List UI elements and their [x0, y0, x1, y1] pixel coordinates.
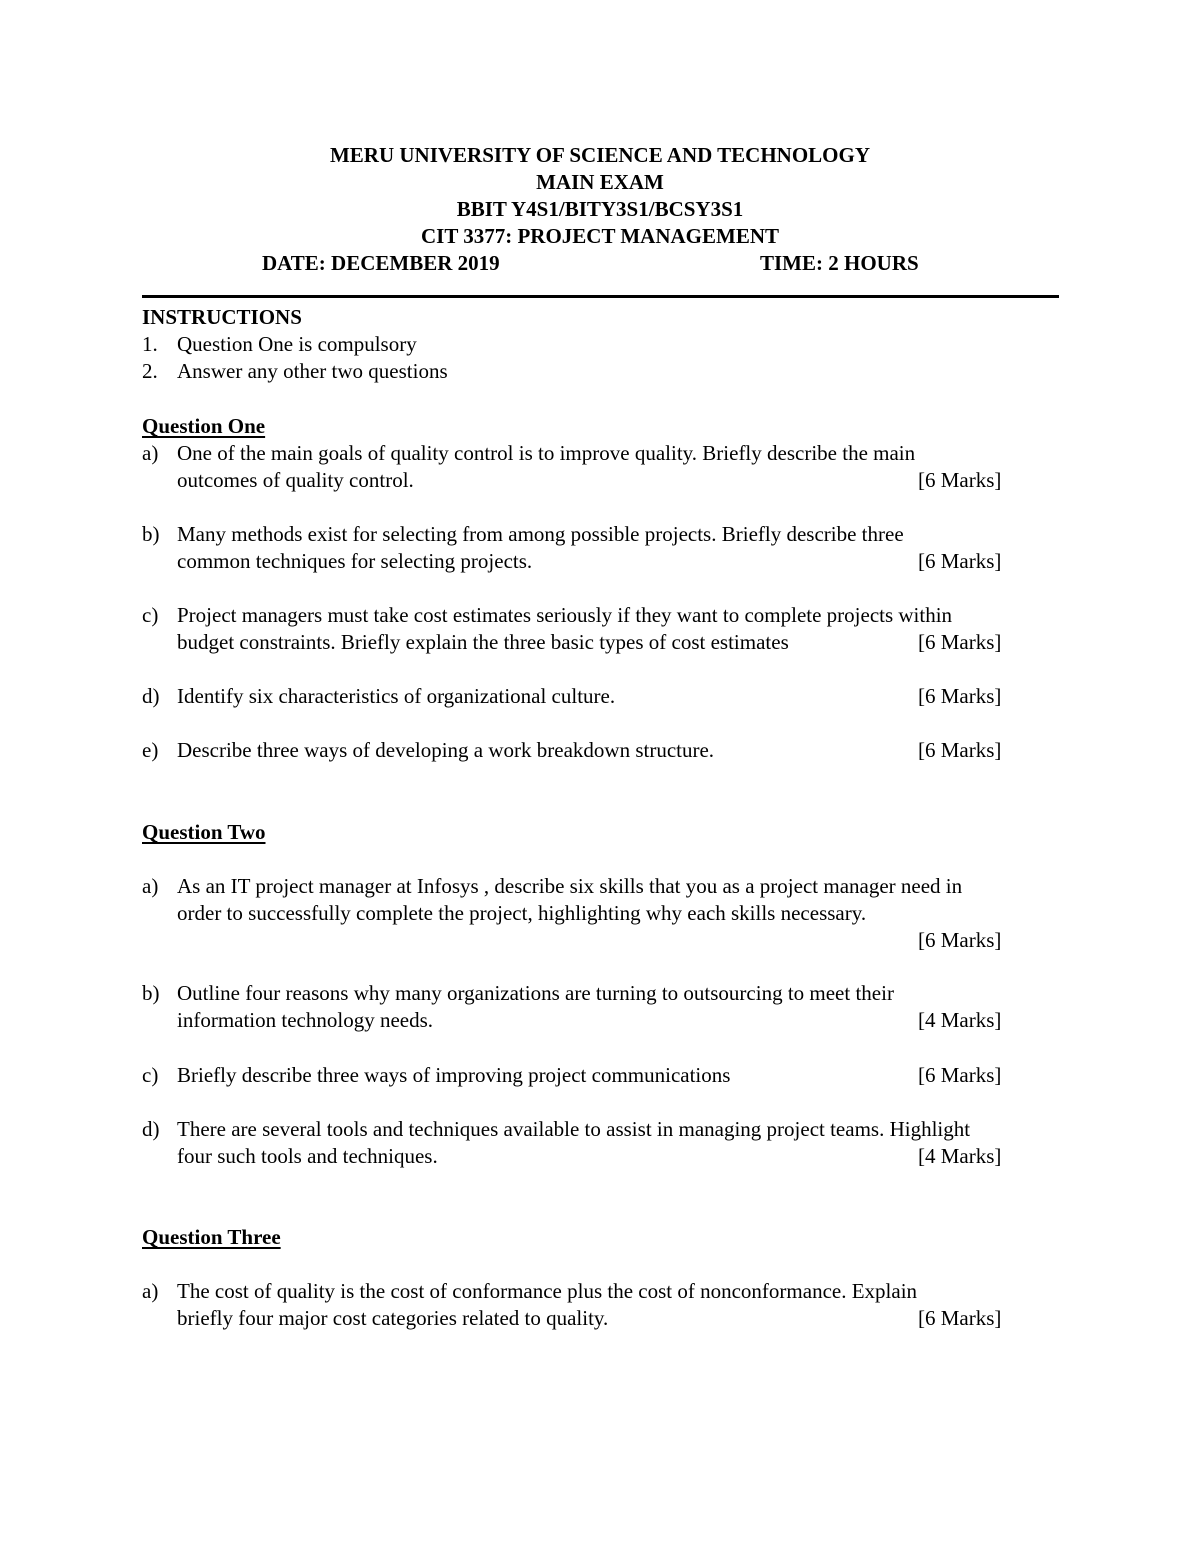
question-one-a [142, 440, 1060, 494]
question-two-d [142, 1116, 1060, 1170]
item-text: Identify six characteristics of organizational culture. [177, 684, 616, 708]
item-text: As an IT project manager at Infosys , describe six skills that you as a project manager need in [177, 874, 963, 898]
marks-label: [6 Marks] [918, 468, 1002, 492]
exam-date: DATE: DECEMBER 2019 [262, 251, 500, 275]
item-label: c) [142, 603, 159, 627]
item-text: Many methods exist for selecting from among possible projects. Briefly describe three [177, 522, 904, 546]
marks-label: [6 Marks] [918, 738, 1002, 762]
question-two-c [142, 1062, 1060, 1089]
item-text: Briefly describe three ways of improving project communications [177, 1063, 731, 1087]
item-label: b) [142, 981, 160, 1005]
question-three-a [142, 1278, 1060, 1332]
item-label: c) [142, 1063, 159, 1087]
list-number: 1. [142, 332, 158, 356]
question-one-b [142, 521, 1060, 575]
marks-label: [6 Marks] [918, 1306, 1002, 1330]
marks-label: [4 Marks] [918, 1008, 1002, 1032]
item-label: e) [142, 738, 159, 762]
item-label: a) [142, 874, 159, 898]
marks-label: [4 Marks] [918, 1144, 1002, 1168]
instructions-section [142, 304, 1060, 385]
question-one-e [142, 737, 1060, 764]
list-text: Answer any other two questions [177, 359, 448, 383]
item-text: common techniques for selecting projects. [177, 549, 533, 573]
list-text: Question One is compulsory [177, 332, 417, 356]
list-number: 2. [142, 359, 158, 383]
header-divider [142, 295, 1059, 298]
item-label: d) [142, 684, 160, 708]
instructions-list [142, 331, 1060, 385]
item-label: d) [142, 1117, 160, 1141]
item-text: briefly four major cost categories related to quality. [177, 1306, 609, 1330]
question-three-heading: Question Three [142, 1225, 281, 1249]
item-label: b) [142, 522, 160, 546]
marks-label: [6 Marks] [918, 549, 1002, 573]
item-text: Describe three ways of developing a work breakdown structure. [177, 738, 715, 762]
item-text: There are several tools and techniques available to assist in managing project teams. Highlight [177, 1117, 971, 1141]
item-text: outcomes of quality control. [177, 468, 414, 492]
marks-label: [6 Marks] [918, 684, 1002, 708]
question-one-c [142, 602, 1060, 656]
item-text: budget constraints. Briefly explain the three basic types of cost estimates [177, 630, 789, 654]
item-text: The cost of quality is the cost of conformance plus the cost of nonconformance. Explain [177, 1279, 918, 1303]
item-label: a) [142, 1279, 159, 1303]
list-item [142, 358, 1060, 385]
question-one-heading: Question One [142, 414, 266, 438]
list-item [142, 331, 1060, 358]
item-text: Project managers must take cost estimates seriously if they want to complete projects within [177, 603, 953, 627]
item-text: Outline four reasons why many organizations are turning to outsourcing to meet their [177, 981, 894, 1005]
question-one-d [142, 683, 1060, 710]
question-two-a [142, 873, 1060, 954]
marks-label: [6 Marks] [918, 928, 1002, 952]
exam-duration: TIME: 2 HOURS [760, 251, 919, 275]
marks-label: [6 Marks] [918, 630, 1002, 654]
item-text: One of the main goals of quality control is to improve quality. Briefly describe the main [177, 441, 916, 465]
question-two-b [142, 980, 1060, 1034]
marks-label: [6 Marks] [918, 1063, 1002, 1087]
exam-header [0, 142, 1200, 250]
exam-type: MAIN EXAM [536, 170, 664, 194]
instructions-heading: INSTRUCTIONS [142, 305, 302, 329]
university-name: MERU UNIVERSITY OF SCIENCE AND TECHNOLOGY [329, 143, 871, 167]
item-text: order to successfully complete the project, highlighting why each skills necessary. [177, 901, 867, 925]
item-text: four such tools and techniques. [177, 1144, 438, 1168]
item-label: a) [142, 441, 159, 465]
question-two-heading: Question Two [142, 820, 266, 844]
course-title: CIT 3377: PROJECT MANAGEMENT [421, 224, 779, 248]
programme-codes: BBIT Y4S1/BITY3S1/BCSY3S1 [456, 197, 744, 221]
item-text: information technology needs. [177, 1008, 434, 1032]
